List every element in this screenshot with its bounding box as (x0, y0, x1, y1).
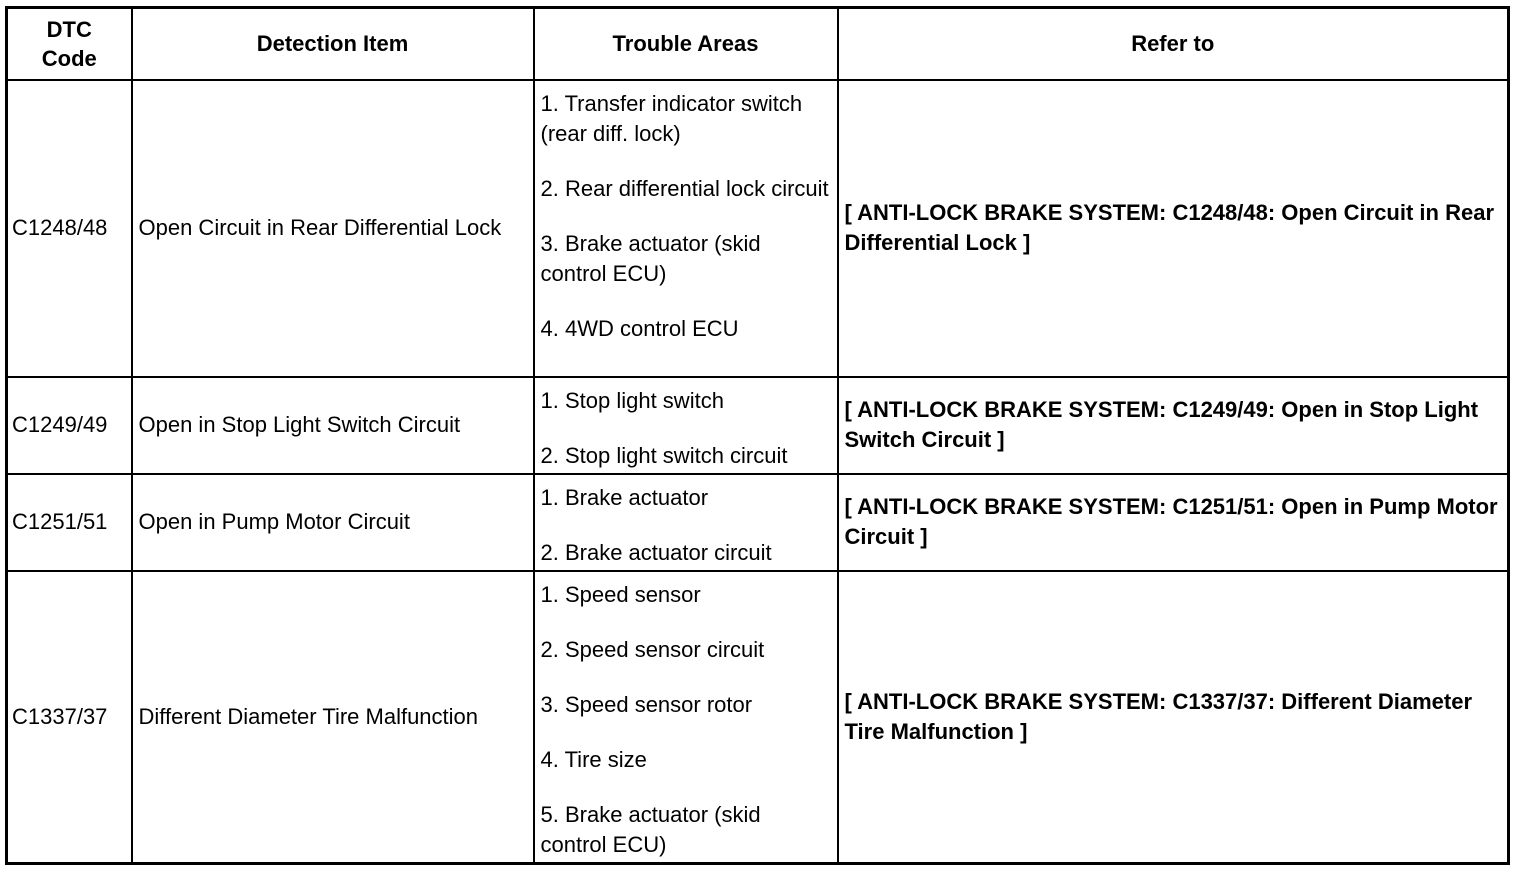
dtc-code-cell: C1249/49 (7, 377, 132, 474)
detection-item-cell: Open in Pump Motor Circuit (132, 474, 534, 571)
trouble-areas-cell (534, 571, 838, 864)
trouble-area-item: 1. Speed sensor (540, 581, 701, 607)
trouble-area-item: 4. Tire size (540, 746, 647, 772)
refer-to-link[interactable]: [ ANTI-LOCK BRAKE SYSTEM: C1249/49: Open in Stop Light Switch Circuit ] (838, 377, 1509, 474)
header-trouble-areas: Trouble Areas (534, 8, 838, 80)
trouble-area-item: 3. Brake actuator (skid control ECU) (540, 230, 761, 286)
trouble-area-item: 4. 4WD control ECU (540, 315, 739, 341)
header-refer-to: Refer to (838, 8, 1509, 80)
trouble-areas-cell (534, 474, 838, 571)
trouble-area-item: 2. Brake actuator circuit (540, 539, 772, 565)
dtc-code-cell: C1248/48 (7, 80, 132, 377)
trouble-areas-cell (534, 377, 838, 474)
table-row (7, 474, 1509, 571)
trouble-area-item: 2. Stop light switch circuit (540, 442, 788, 468)
table-row (7, 80, 1509, 377)
header-detection-item: Detection Item (132, 8, 534, 80)
trouble-area-item: 1. Brake actuator (540, 484, 709, 510)
dtc-code-cell: C1251/51 (7, 474, 132, 571)
header-dtc-code: DTC Code (7, 8, 132, 80)
trouble-area-item: 2. Rear differential lock circuit (540, 175, 829, 201)
table-row (7, 377, 1509, 474)
trouble-area-item: 1. Stop light switch (540, 387, 724, 413)
dtc-table (5, 6, 1510, 865)
trouble-area-item: 5. Brake actuator (skid control ECU) (540, 801, 761, 857)
dtc-code-cell: C1337/37 (7, 571, 132, 864)
detection-item-cell: Open in Stop Light Switch Circuit (132, 377, 534, 474)
refer-to-link[interactable]: [ ANTI-LOCK BRAKE SYSTEM: C1248/48: Open Circuit in Rear Differential Lock ] (838, 80, 1509, 377)
detection-item-cell: Different Diameter Tire Malfunction (132, 571, 534, 864)
trouble-area-item: 2. Speed sensor circuit (540, 636, 765, 662)
trouble-areas-cell (534, 80, 838, 377)
detection-item-cell: Open Circuit in Rear Differential Lock (132, 80, 534, 377)
header-row (7, 8, 1509, 80)
trouble-area-item: 3. Speed sensor rotor (540, 691, 753, 717)
refer-to-link[interactable]: [ ANTI-LOCK BRAKE SYSTEM: C1251/51: Open in Pump Motor Circuit ] (838, 474, 1509, 571)
table-row (7, 571, 1509, 864)
refer-to-link[interactable]: [ ANTI-LOCK BRAKE SYSTEM: C1337/37: Different Diameter Tire Malfunction ] (838, 571, 1509, 864)
trouble-area-item: 1. Transfer indicator switch (rear diff. lock) (540, 90, 803, 146)
